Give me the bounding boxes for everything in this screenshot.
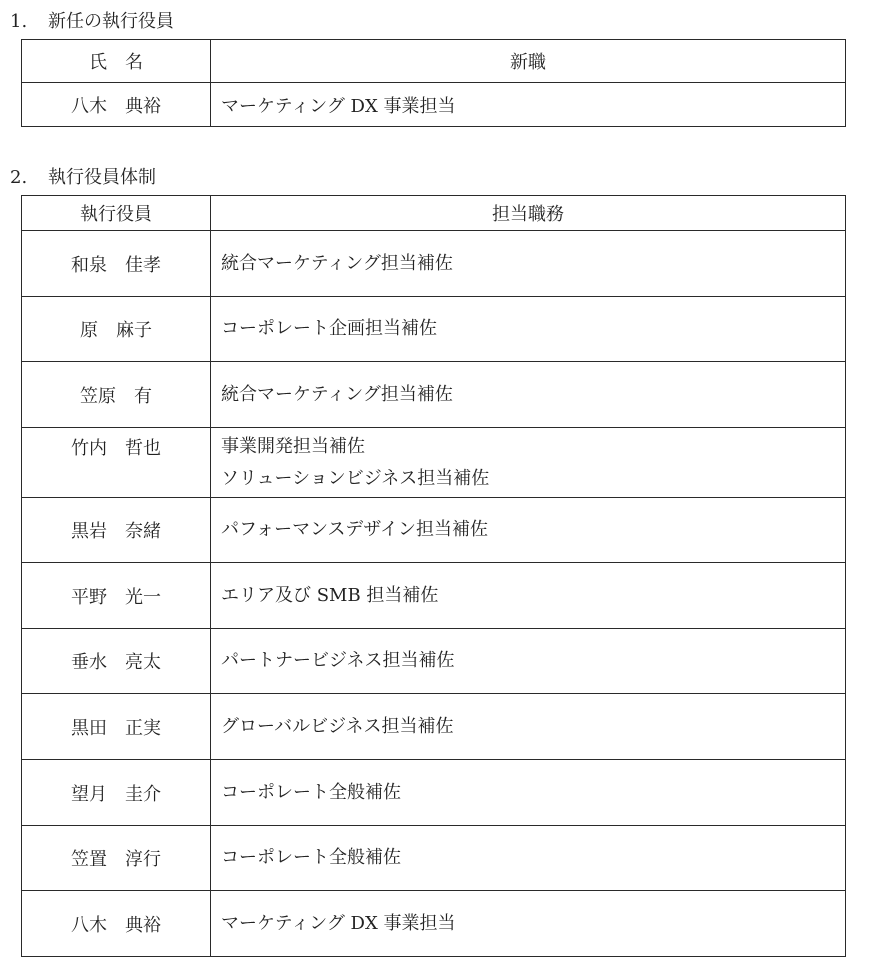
duty-line: マーケティング DX 事業担当 — [221, 912, 456, 934]
duty-line: エリア及び SMB 担当補佐 — [221, 584, 439, 606]
new-officers-table — [21, 39, 846, 127]
table-row — [22, 563, 846, 629]
officer-duties — [211, 694, 846, 760]
officer-name: 竹内 哲也 — [22, 428, 211, 498]
table-row — [22, 428, 846, 498]
section-2-title: 執行役員体制 — [48, 167, 156, 188]
officer-duties — [211, 231, 846, 297]
officer-name: 八木 典裕 — [22, 83, 211, 127]
table-row — [22, 297, 846, 362]
header-name: 氏 名 — [22, 40, 211, 83]
officer-name: 垂水 亮太 — [22, 629, 211, 694]
officer-new-position: マーケティング DX 事業担当 — [211, 83, 846, 127]
officer-name: 原 麻子 — [22, 297, 211, 362]
section-2-number: 2. — [10, 167, 28, 188]
table-row — [22, 362, 846, 428]
duty-line: コーポレート全般補佐 — [221, 847, 401, 868]
officer-duties — [211, 826, 846, 891]
table-row — [22, 826, 846, 891]
officer-name: 和泉 佳孝 — [22, 231, 211, 297]
section-2-heading — [10, 166, 156, 190]
officer-name: 黒田 正実 — [22, 694, 211, 760]
duty-line: ソリューションビジネス担当補佐 — [221, 467, 490, 489]
officer-duties — [211, 297, 846, 362]
duty-line: グローバルビジネス担当補佐 — [221, 715, 454, 737]
officer-duties — [211, 362, 846, 428]
officer-name: 八木 典裕 — [22, 891, 211, 957]
table-row — [22, 629, 846, 694]
officer-duties — [211, 760, 846, 826]
duty-line: 統合マーケティング担当補佐 — [221, 252, 453, 274]
table-header-row — [22, 40, 846, 83]
table-row — [22, 891, 846, 957]
officer-name: 平野 光一 — [22, 563, 211, 629]
table-row — [22, 760, 846, 826]
table-row — [22, 83, 846, 127]
duty-line: パートナービジネス担当補佐 — [221, 650, 455, 671]
officer-name: 笠置 淳行 — [22, 826, 211, 891]
section-1-number: 1. — [10, 11, 28, 32]
duty-line: パフォーマンスデザイン担当補佐 — [221, 519, 488, 540]
table-row — [22, 694, 846, 760]
duty-line: 事業開発担当補佐 — [221, 435, 365, 457]
officer-duties — [211, 629, 846, 694]
officer-name: 望月 圭介 — [22, 760, 211, 826]
section-1-title: 新任の執行役員 — [48, 11, 174, 32]
duty-line: コーポレート全般補佐 — [221, 781, 401, 803]
table-header-row — [22, 196, 846, 231]
officer-name: 黒岩 奈緒 — [22, 498, 211, 563]
section-1-heading — [10, 10, 174, 34]
duty-line: コーポレート企画担当補佐 — [221, 318, 437, 339]
header-new-position: 新職 — [211, 40, 846, 83]
officer-duties — [211, 428, 846, 498]
table-row — [22, 231, 846, 297]
duty-line: 統合マーケティング担当補佐 — [221, 383, 453, 405]
header-duties: 担当職務 — [211, 196, 846, 231]
officer-structure-table — [21, 195, 846, 957]
officer-duties — [211, 563, 846, 629]
officer-duties — [211, 891, 846, 957]
officer-duties — [211, 498, 846, 563]
header-officer: 執行役員 — [22, 196, 211, 231]
table-row — [22, 498, 846, 563]
officer-name: 笠原 有 — [22, 362, 211, 428]
